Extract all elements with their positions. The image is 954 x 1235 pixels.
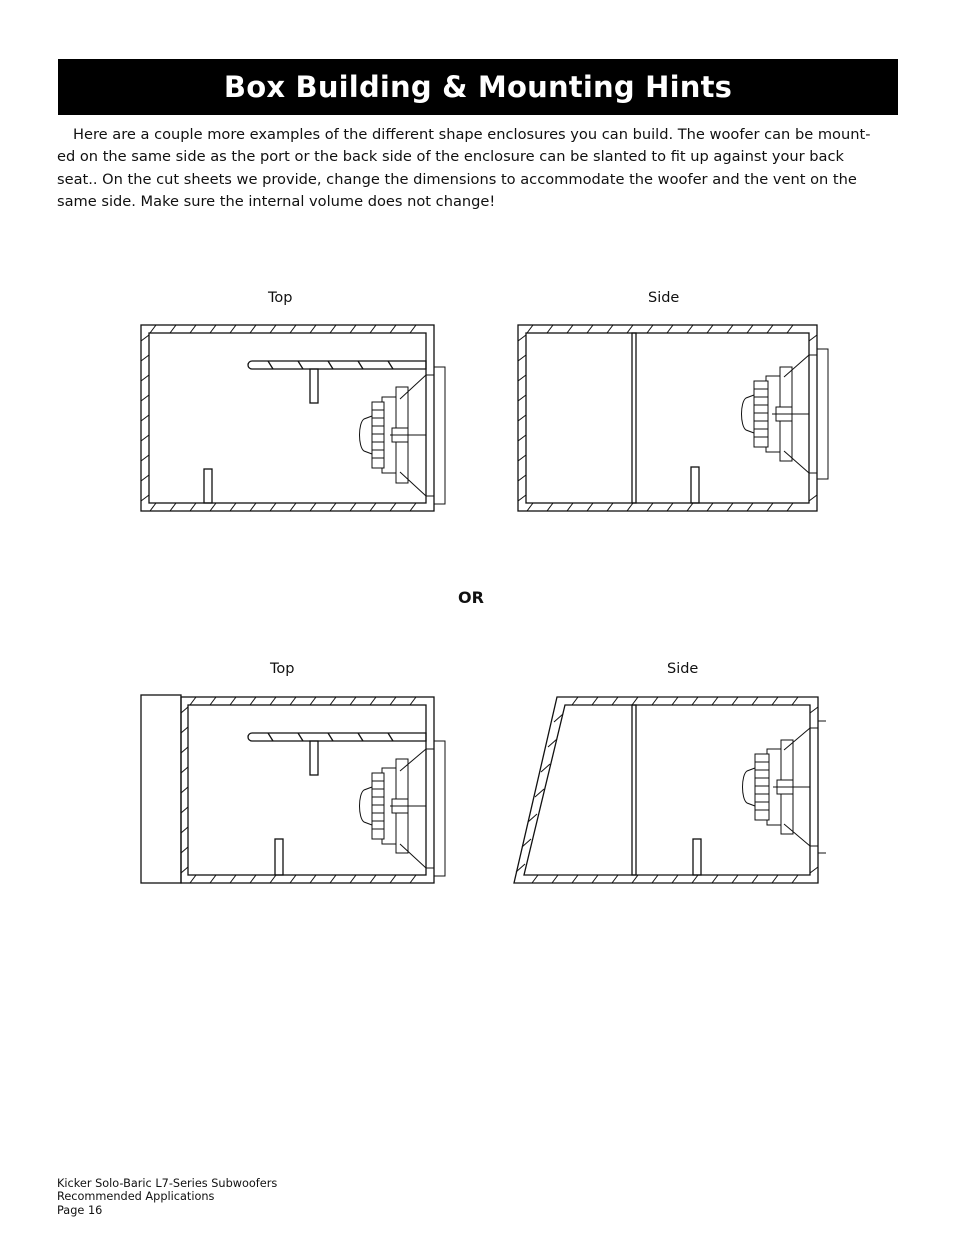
enclosure-walls — [514, 697, 818, 883]
wall-hatching — [516, 697, 818, 883]
enclosure-walls — [141, 325, 434, 511]
seat-block — [141, 695, 181, 883]
enclosure-walls — [518, 325, 817, 511]
diagram-side-view-2 — [510, 692, 826, 888]
intro-line-4: same side. Make sure the internal volume does not change! — [57, 192, 496, 210]
woofer-icon — [743, 721, 827, 853]
intro-line-3: seat.. On the cut sheets we provide, change the dimensions to accommodate the woofer and the vent on the — [57, 170, 857, 188]
woofer-icon — [360, 367, 446, 504]
side-view-label-1: Side — [648, 290, 680, 306]
intro-line-2: ed on the same side as the port or the back side of the enclosure can be slanted to fit up against your back — [57, 148, 844, 166]
top-view-label-1: Top — [268, 290, 293, 306]
diagram-top-view-1 — [138, 320, 450, 516]
diagram-top-view-2 — [138, 692, 450, 888]
woofer-icon — [360, 741, 446, 876]
or-separator: OR — [458, 588, 484, 607]
port-baffle — [632, 705, 701, 875]
woofer-icon — [742, 349, 829, 479]
page-title: Box Building & Mounting Hints — [223, 70, 733, 104]
port-baffle — [632, 333, 699, 503]
page-header — [58, 59, 898, 115]
intro-paragraph — [57, 124, 872, 213]
footer-product-line: Kicker Solo-Baric L7-Series Subwoofers — [57, 1177, 278, 1190]
footer-section: Recommended Applications — [57, 1190, 215, 1204]
side-view-label-2: Side — [667, 661, 699, 677]
top-view-label-2: Top — [270, 661, 295, 677]
diagram-side-view-1 — [514, 320, 830, 516]
page-footer — [57, 1177, 277, 1217]
footer-page-number: Page 16 — [57, 1203, 103, 1217]
wall-hatching — [518, 325, 817, 511]
intro-line-1: Here are a couple more examples of the different shape enclosures you can build. The woofer can be mount- — [73, 126, 871, 143]
